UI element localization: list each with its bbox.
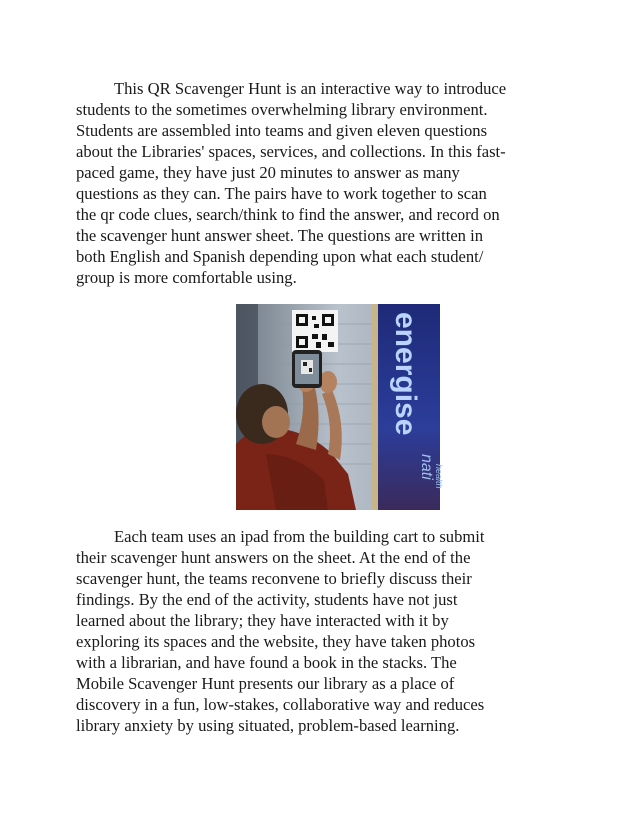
banner-text-secondary: nati [418,454,435,480]
text-line: findings. By the end of the activity, students have not just [76,590,458,609]
text-line: This QR Scavenger Hunt is an interactive way to introduce [114,79,507,98]
text-line: Students are assembled into teams and given eleven questions [76,121,488,140]
text-line: both English and Spanish depending upon what each student/ [76,247,484,266]
text-line: with a librarian, and have found a book in the stacks. The [76,653,457,672]
text-line: the scavenger hunt answer sheet. The questions are written in [76,226,484,245]
text-line: the qr code clues, search/think to find the answer, and record on [76,205,500,224]
paragraph-intro [76,78,568,288]
student-scanning-qr-photo [236,304,444,510]
text-line: questions as they can. The pairs have to work together to scan [76,184,487,203]
text-line: library anxiety by using situated, problem-based learning. [76,716,460,735]
text-line: discovery in a fun, low-stakes, collaborative way and reduces [76,695,485,714]
paragraph-summary [76,526,568,736]
qr-code-poster-icon [292,310,338,352]
banner-text-tertiary: health [434,464,444,489]
banner-text: energise [389,312,422,436]
text-line: Mobile Scavenger Hunt presents our library as a place of [76,674,455,693]
text-line: their scavenger hunt answers on the sheet. At the end of the [76,548,471,567]
text-line: paced game, they have just 20 minutes to answer as many [76,163,460,182]
text-line: scavenger hunt, the teams reconvene to briefly discuss their [76,569,472,588]
text-line: exploring its spaces and the website, they have taken photos [76,632,476,651]
text-line: group is more comfortable using. [76,268,297,287]
text-line: students to the sometimes overwhelming library environment. [76,100,488,119]
text-line: learned about the library; they have interacted with it by [76,611,449,630]
text-line: Each team uses an ipad from the building cart to submit [114,527,485,546]
text-line: about the Libraries' spaces, services, and collections. In this fast- [76,142,506,161]
